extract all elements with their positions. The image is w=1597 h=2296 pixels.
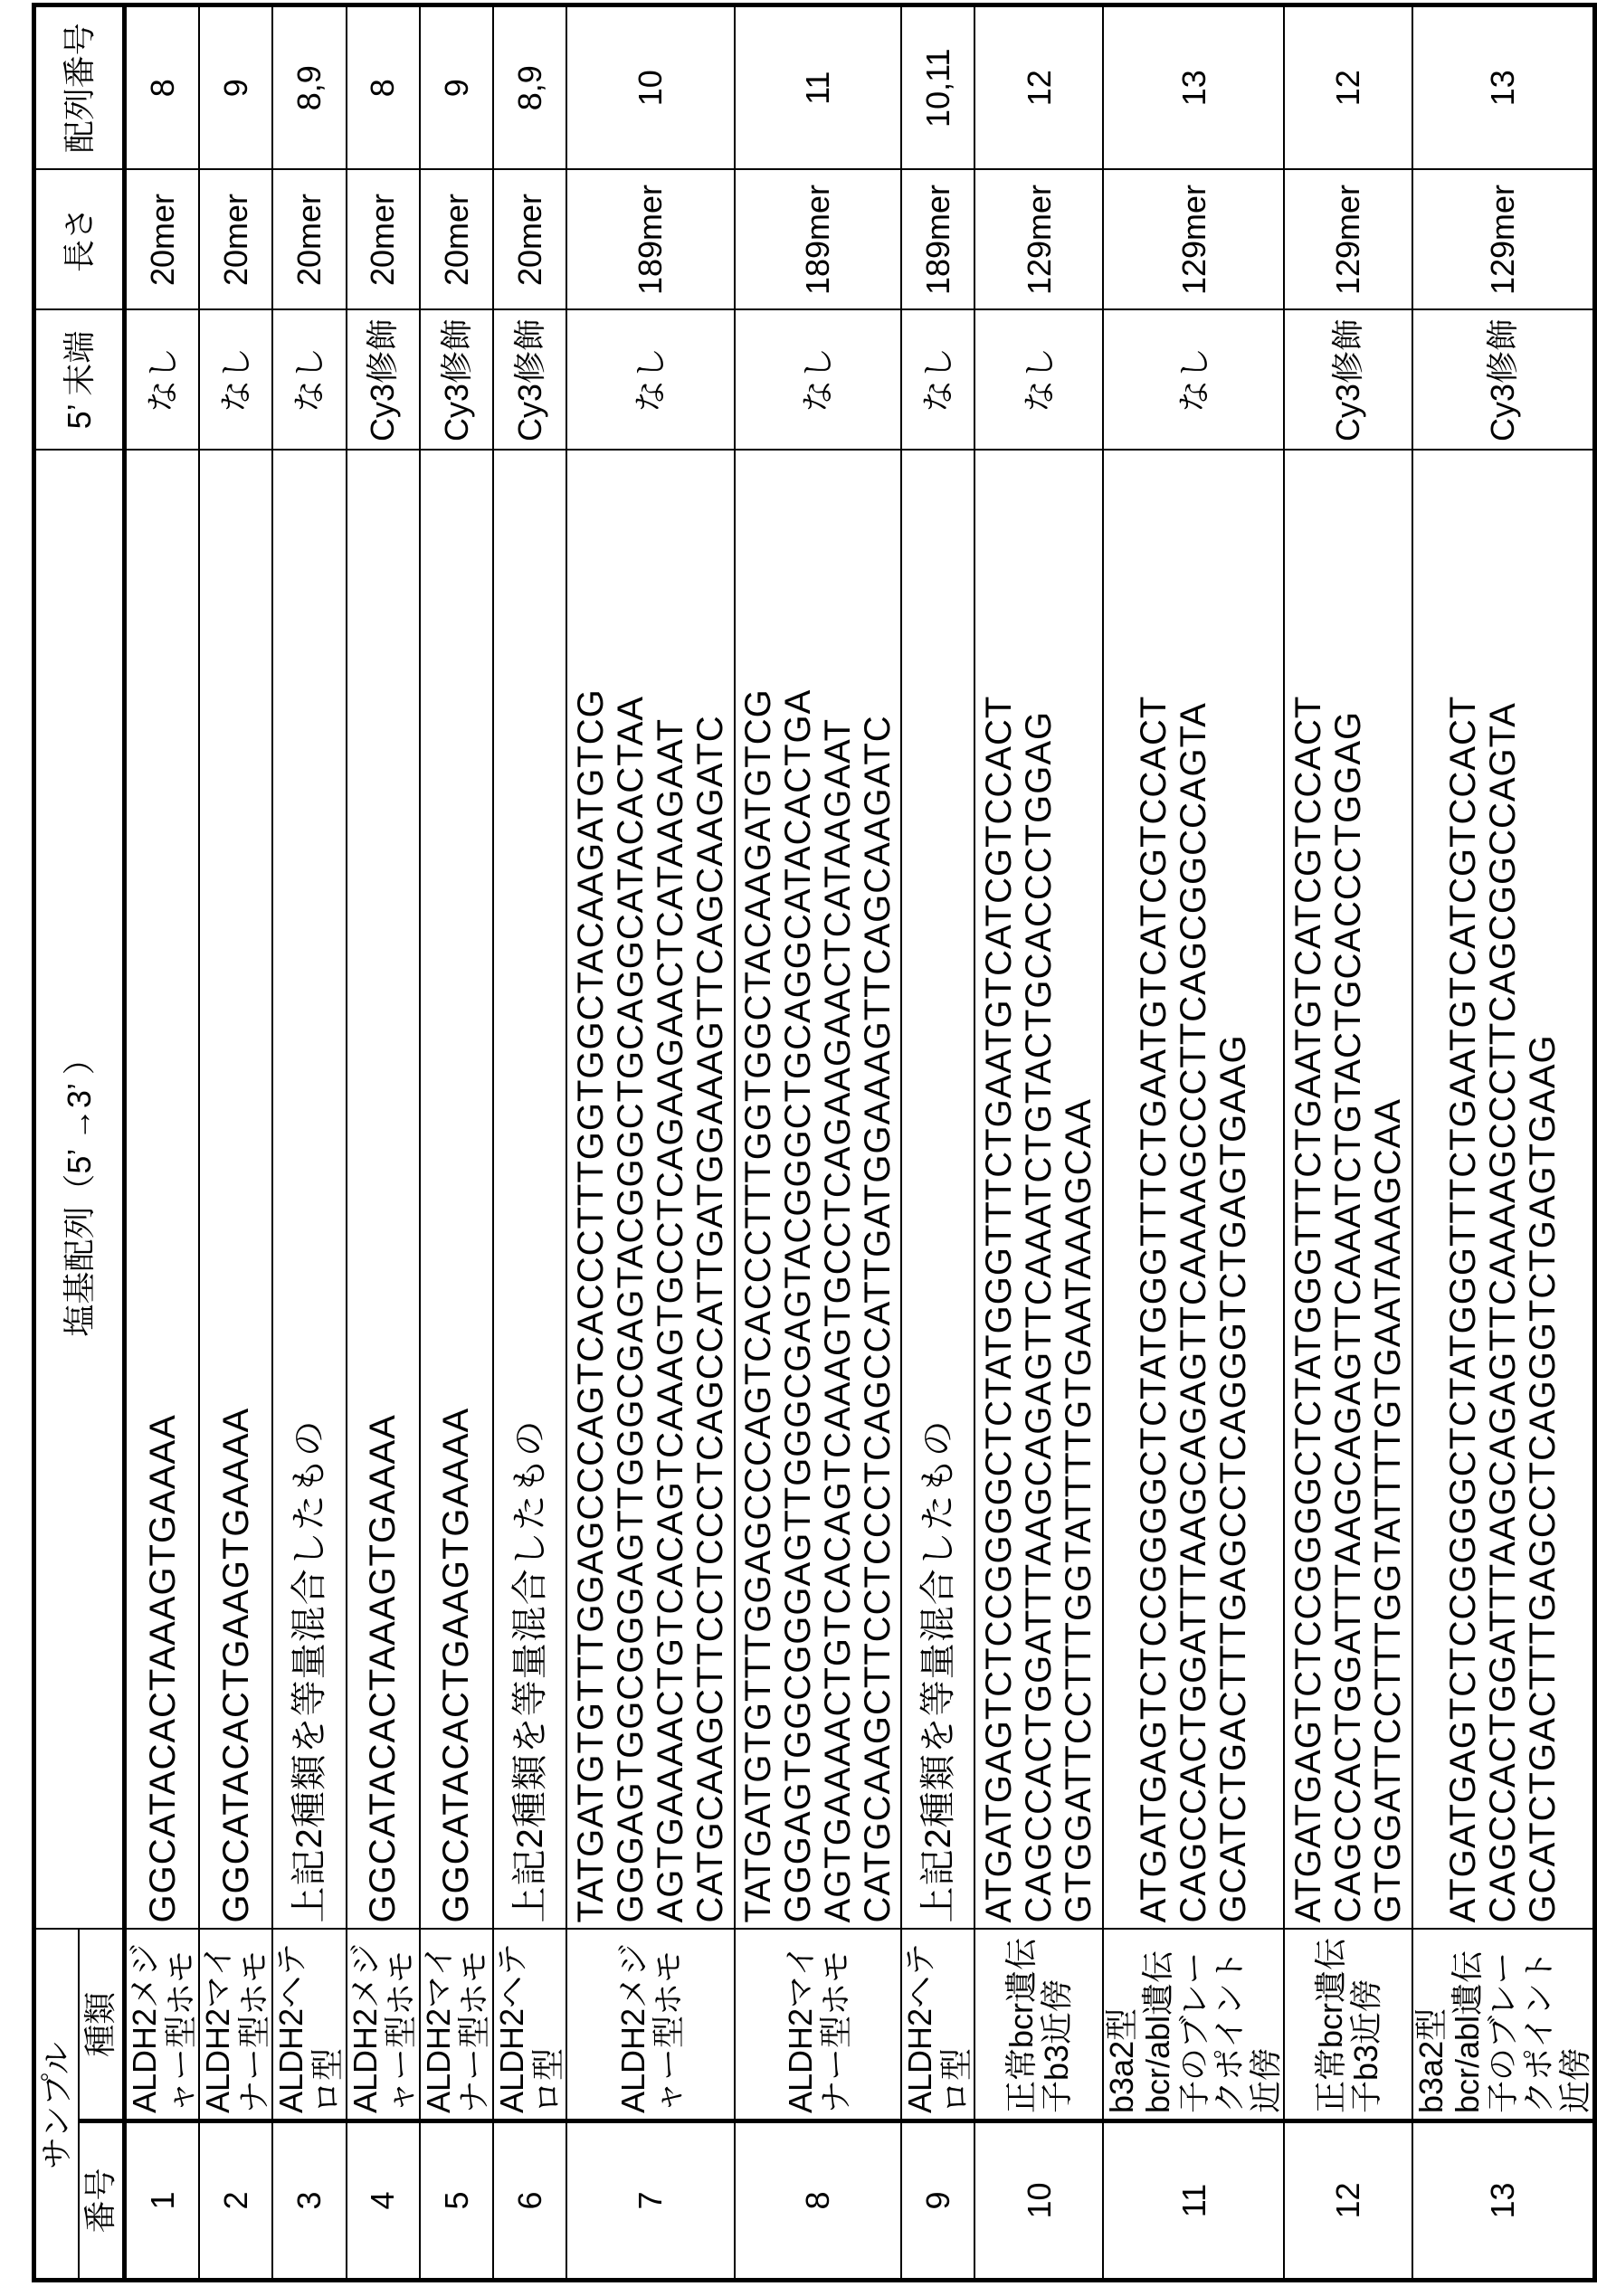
sequence-length: 20mer <box>420 169 493 309</box>
sequence-line: GGCATACACTGAAGTGAAAA <box>436 456 476 1922</box>
sequence-line: TATGATGTGTTTGGAGCCCAGTCACCCTTTGGTGGCTACAAGATGTCG <box>571 456 611 1922</box>
sequence-line: AGTGAAAACTGTCACAGTCAAAGTGCCTCAGAAGAACTCATAAGAAT <box>651 456 690 1922</box>
five-prime-end: Cy3修飾 <box>1412 309 1594 450</box>
base-sequence <box>1103 450 1284 1929</box>
sequence-id: 8,9 <box>272 5 346 169</box>
row-number: 9 <box>901 2121 974 2281</box>
sequence-length: 129mer <box>974 169 1103 309</box>
table-row <box>1284 5 1412 2280</box>
sequence-length: 20mer <box>493 169 566 309</box>
header-length: 長さ <box>34 169 125 309</box>
sample-kind: b3a2型bcr/abl遺伝子のブレークポイント近傍 <box>1103 1929 1284 2120</box>
sequence-line: CAGCCACTGGATTTAAGCAGAGTTCAAAAGCCCTTCAGCGGCCAGTA <box>1483 456 1523 1922</box>
base-sequence <box>347 450 420 1929</box>
sequence-line: TATGATGTGTTTGGAGCCCAGTCACCCTTTGGTGGCTACAAGATGTCG <box>738 456 778 1922</box>
sequence-line: 上記2種類を等量混合したもの <box>918 456 958 1922</box>
sequence-line: GTGGATTCCTTTGGTATTTTGTGAATAAAGCAA <box>1368 456 1408 1922</box>
sequence-length: 20mer <box>199 169 272 309</box>
header-seq-id: 配列番号 <box>34 5 125 169</box>
five-prime-end: Cy3修飾 <box>1284 309 1412 450</box>
sequence-id: 9 <box>199 5 272 169</box>
sequence-length: 20mer <box>125 169 200 309</box>
sequence-id: 8 <box>125 5 200 169</box>
five-prime-end: なし <box>901 309 974 450</box>
row-number: 4 <box>347 2121 420 2281</box>
sequence-line: GGCATACACTGAAGTGAAAA <box>216 456 256 1922</box>
row-number: 5 <box>420 2121 493 2281</box>
sequence-line: GGGAGTGGCGGGAGTTGGGCGAGTACGGGCTGCAGGCATACACTAA <box>611 456 651 1922</box>
header-5-end: 5’ 末端 <box>34 309 125 450</box>
sequence-line: ATGATGAGTCTCCGGGGCTCTATGGGTTTCTGAATGTCATCGTCCACT <box>1288 456 1328 1922</box>
table-row <box>272 5 346 2280</box>
sequence-length: 189mer <box>901 169 974 309</box>
base-sequence <box>974 450 1103 1929</box>
sequence-line: ATGATGAGTCTCCGGGGCTCTATGGGTTTCTGAATGTCATCGTCCACT <box>1134 456 1174 1922</box>
sequence-length: 20mer <box>347 169 420 309</box>
five-prime-end: なし <box>125 309 200 450</box>
sample-kind: ALDH2マイナー型ホモ <box>420 1929 493 2120</box>
sequence-id: 10,11 <box>901 5 974 169</box>
sequence-line: CAGCCACTGGATTTAAGCAGAGTTCAAAAGCCCTTCAGCGGCCAGTA <box>1174 456 1213 1922</box>
sample-kind: 正常bcr遺伝子b3近傍 <box>974 1929 1103 2120</box>
table-row <box>125 5 200 2280</box>
sequence-line: ATGATGAGTCTCCGGGGCTCTATGGGTTTCTGAATGTCATCGTCCACT <box>979 456 1019 1922</box>
rotated-page <box>0 0 1304 2296</box>
base-sequence <box>125 450 200 1929</box>
table-row <box>735 5 901 2280</box>
header-number: 番号 <box>79 2121 125 2281</box>
sequence-line: GCATCTGACTTTGAGCCTCAGGGTCTGAGTGAAG <box>1213 456 1253 1922</box>
base-sequence <box>199 450 272 1929</box>
table-row <box>901 5 974 2280</box>
row-number: 3 <box>272 2121 346 2281</box>
sequence-id: 11 <box>735 5 901 169</box>
sequence-line: 上記2種類を等量混合したもの <box>510 456 550 1922</box>
sequence-line: GGCATACACTAAAGTGAAAA <box>143 456 183 1922</box>
header-kind: 種類 <box>79 1929 125 2120</box>
sequence-id: 12 <box>974 5 1103 169</box>
sample-kind: ALDH2ヘテロ型 <box>272 1929 346 2120</box>
table-row <box>974 5 1103 2280</box>
header-sequence: 塩基配列（5’ →3’ ） <box>34 450 125 1929</box>
sequence-line: 上記2種類を等量混合したもの <box>290 456 329 1922</box>
sample-kind: ALDH2メジャー型ホモ <box>347 1929 420 2120</box>
row-number: 10 <box>974 2121 1103 2281</box>
row-number: 13 <box>1412 2121 1594 2281</box>
sequence-line: CATGCAAGCTTCCTCCCTCAGCCATTGATGGAAAGTTCAGCAAGATC <box>690 456 730 1922</box>
row-number: 1 <box>125 2121 200 2281</box>
base-sequence <box>735 450 901 1929</box>
sequence-line: AGTGAAAACTGTCACAGTCAAAGTGCCTCAGAAGAACTCATAAGAAT <box>818 456 858 1922</box>
base-sequence <box>272 450 346 1929</box>
five-prime-end: なし <box>974 309 1103 450</box>
table-row <box>1103 5 1284 2280</box>
sample-kind: ALDH2メジャー型ホモ <box>125 1929 200 2120</box>
five-prime-end: Cy3修飾 <box>420 309 493 450</box>
sample-table <box>32 3 1597 2282</box>
header-sample: サンプル <box>34 1929 79 2280</box>
table-row <box>420 5 493 2280</box>
base-sequence <box>901 450 974 1929</box>
base-sequence <box>566 450 735 1929</box>
table-row <box>347 5 420 2280</box>
sequence-line: CAGCCACTGGATTTAAGCAGAGTTCAAATCTGTACTGCACCCTGGAG <box>1328 456 1368 1922</box>
sequence-id: 9 <box>420 5 493 169</box>
five-prime-end: なし <box>1103 309 1284 450</box>
table-row <box>566 5 735 2280</box>
row-number: 7 <box>566 2121 735 2281</box>
sample-kind: ALDH2メジャー型ホモ <box>566 1929 735 2120</box>
row-number: 11 <box>1103 2121 1284 2281</box>
sequence-line: GCATCTGACTTTGAGCCTCAGGGTCTGAGTGAAG <box>1523 456 1563 1922</box>
sequence-length: 129mer <box>1412 169 1594 309</box>
five-prime-end: なし <box>199 309 272 450</box>
sequence-length: 20mer <box>272 169 346 309</box>
sequence-line: CAGCCACTGGATTTAAGCAGAGTTCAAATCTGTACTGCACCCTGGAG <box>1019 456 1059 1922</box>
table-row <box>199 5 272 2280</box>
sequence-line: GGCATACACTAAAGTGAAAA <box>363 456 403 1922</box>
base-sequence <box>493 450 566 1929</box>
sample-kind: ALDH2ヘテロ型 <box>493 1929 566 2120</box>
five-prime-end: なし <box>566 309 735 450</box>
sequence-id: 8 <box>347 5 420 169</box>
five-prime-end: なし <box>735 309 901 450</box>
sequence-line: CATGCAAGCTTCCTCCCTCAGCCATTGATGGAAAGTTCAGCAAGATC <box>858 456 898 1922</box>
sequence-id: 8,9 <box>493 5 566 169</box>
sequence-length: 189mer <box>735 169 901 309</box>
sequence-length: 189mer <box>566 169 735 309</box>
base-sequence <box>1284 450 1412 1929</box>
five-prime-end: なし <box>272 309 346 450</box>
base-sequence <box>420 450 493 1929</box>
base-sequence <box>1412 450 1594 1929</box>
five-prime-end: Cy3修飾 <box>347 309 420 450</box>
sequence-id: 10 <box>566 5 735 169</box>
row-number: 12 <box>1284 2121 1412 2281</box>
row-number: 6 <box>493 2121 566 2281</box>
sample-kind: 正常bcr遺伝子b3近傍 <box>1284 1929 1412 2120</box>
sequence-id: 13 <box>1412 5 1594 169</box>
sequence-length: 129mer <box>1284 169 1412 309</box>
sample-kind: b3a2型bcr/abl遺伝子のブレークポイント近傍 <box>1412 1929 1594 2120</box>
sequence-line: GTGGATTCCTTTGGTATTTTGTGAATAAAGCAA <box>1059 456 1098 1922</box>
sequence-id: 13 <box>1103 5 1284 169</box>
sample-kind: ALDH2マイナー型ホモ <box>199 1929 272 2120</box>
sample-kind: ALDH2ヘテロ型 <box>901 1929 974 2120</box>
sequence-length: 129mer <box>1103 169 1284 309</box>
sample-kind: ALDH2マイナー型ホモ <box>735 1929 901 2120</box>
sequence-line: ATGATGAGTCTCCGGGGCTCTATGGGTTTCTGAATGTCATCGTCCACT <box>1443 456 1483 1922</box>
table-row <box>493 5 566 2280</box>
row-number: 8 <box>735 2121 901 2281</box>
table-row <box>1412 5 1594 2280</box>
table-body <box>125 5 1595 2280</box>
row-number: 2 <box>199 2121 272 2281</box>
sequence-line: GGGAGTGGCGGGAGTTGGGCGAGTACGGGCTGCAGGCATACACTGA <box>778 456 818 1922</box>
five-prime-end: Cy3修飾 <box>493 309 566 450</box>
sequence-id: 12 <box>1284 5 1412 169</box>
